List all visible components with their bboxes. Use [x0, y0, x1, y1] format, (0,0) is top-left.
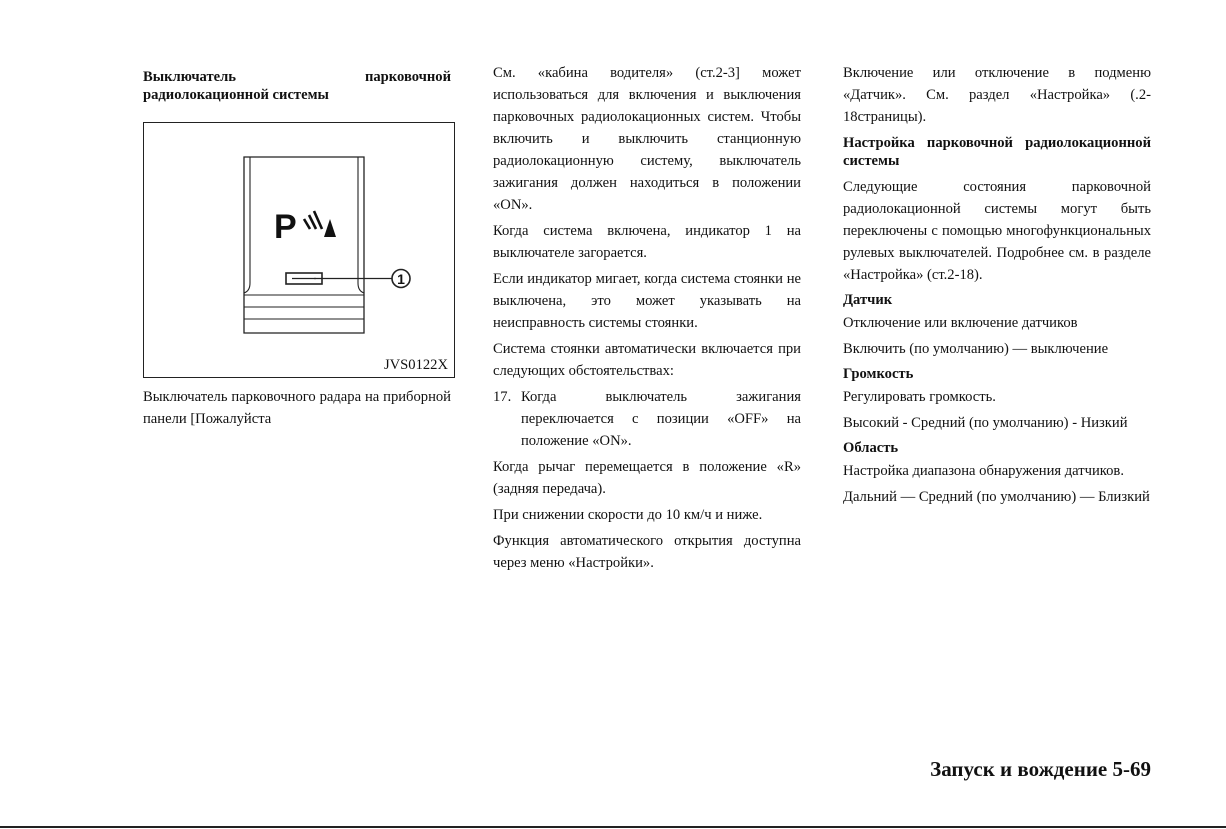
paragraph: Дальний — Средний (по умолчанию) — Близкий [843, 489, 1150, 505]
paragraph: Когда система включена, индикатор 1 на выключателе загорается. [493, 223, 801, 261]
figure-code: JVS0122X [383, 357, 448, 373]
parking-p-symbol: P [274, 208, 297, 246]
list-text: Когда выключатель зажигания переключается с позиции «OFF» на положение «ON». [521, 389, 801, 449]
paragraph: Высокий - Средний (по умолчанию) - Низкий [843, 415, 1128, 431]
figure-caption: Выключатель парковочного радара на приборной панели [Пожалуйста [143, 389, 451, 427]
callout-number: 1 [397, 271, 405, 287]
paragraph: См. «кабина водителя» (ст.2-3] может использоваться для включения и выключения парковочных радиолокационных систем. Чтобы включить и выключить станционную радиолокационную систему, выключатель зажигания должен находиться в положении «ON». [493, 65, 801, 213]
paragraph: Когда рычаг перемещается в положение «R» (задняя передача). [493, 459, 801, 497]
paragraph: Система стоянки автоматически включается при следующих обстоятельствах: [493, 341, 801, 379]
column-right [843, 62, 1151, 512]
sonar-waves-icon [304, 211, 322, 229]
paragraph: Настройка диапазона обнаружения датчиков. [843, 463, 1124, 479]
paragraph: Включение или отключение в подменю «Датчик». См. раздел «Настройка» (.2-18страницы). [843, 65, 1151, 125]
paragraph: При снижении скорости до 10 км/ч и ниже. [493, 507, 763, 523]
section-heading-switch: Выключатель парковочной радиолокационной системы [143, 69, 451, 103]
section-heading-settings: Настройка парковочной радиолокационной системы [843, 135, 1151, 169]
parking-switch-figure [143, 122, 455, 378]
parking-switch-illustration [144, 123, 456, 379]
subheading-volume: Громкость [843, 366, 914, 382]
paragraph: Включить (по умолчанию) — выключение [843, 341, 1109, 357]
paragraph: Отключение или включение датчиков [843, 315, 1078, 331]
paragraph: Следующие состояния парковочной радиолокационной системы могут быть переключены с помощью многофункциональных рулевых выключателей. Подробнее см. в разделе «Настройка» (ст.2-18). [843, 179, 1151, 283]
column-left [143, 68, 451, 434]
subheading-sensor: Датчик [843, 292, 893, 308]
paragraph: Если индикатор мигает, когда система стоянки не выключена, это может указывать на неисправность системы стоянки. [493, 271, 801, 331]
obstacle-triangle-icon [324, 219, 336, 237]
column-middle [493, 62, 801, 578]
list-number: 17. [493, 389, 512, 405]
subheading-area: Область [843, 440, 899, 456]
page-footer: Запуск и вождение 5-69 [930, 757, 1151, 781]
paragraph: Функция автоматического открытия доступна через меню «Настройки». [493, 533, 801, 571]
paragraph: Регулировать громкость. [843, 389, 996, 405]
bottom-rule [0, 826, 1226, 828]
list-item [493, 386, 801, 452]
